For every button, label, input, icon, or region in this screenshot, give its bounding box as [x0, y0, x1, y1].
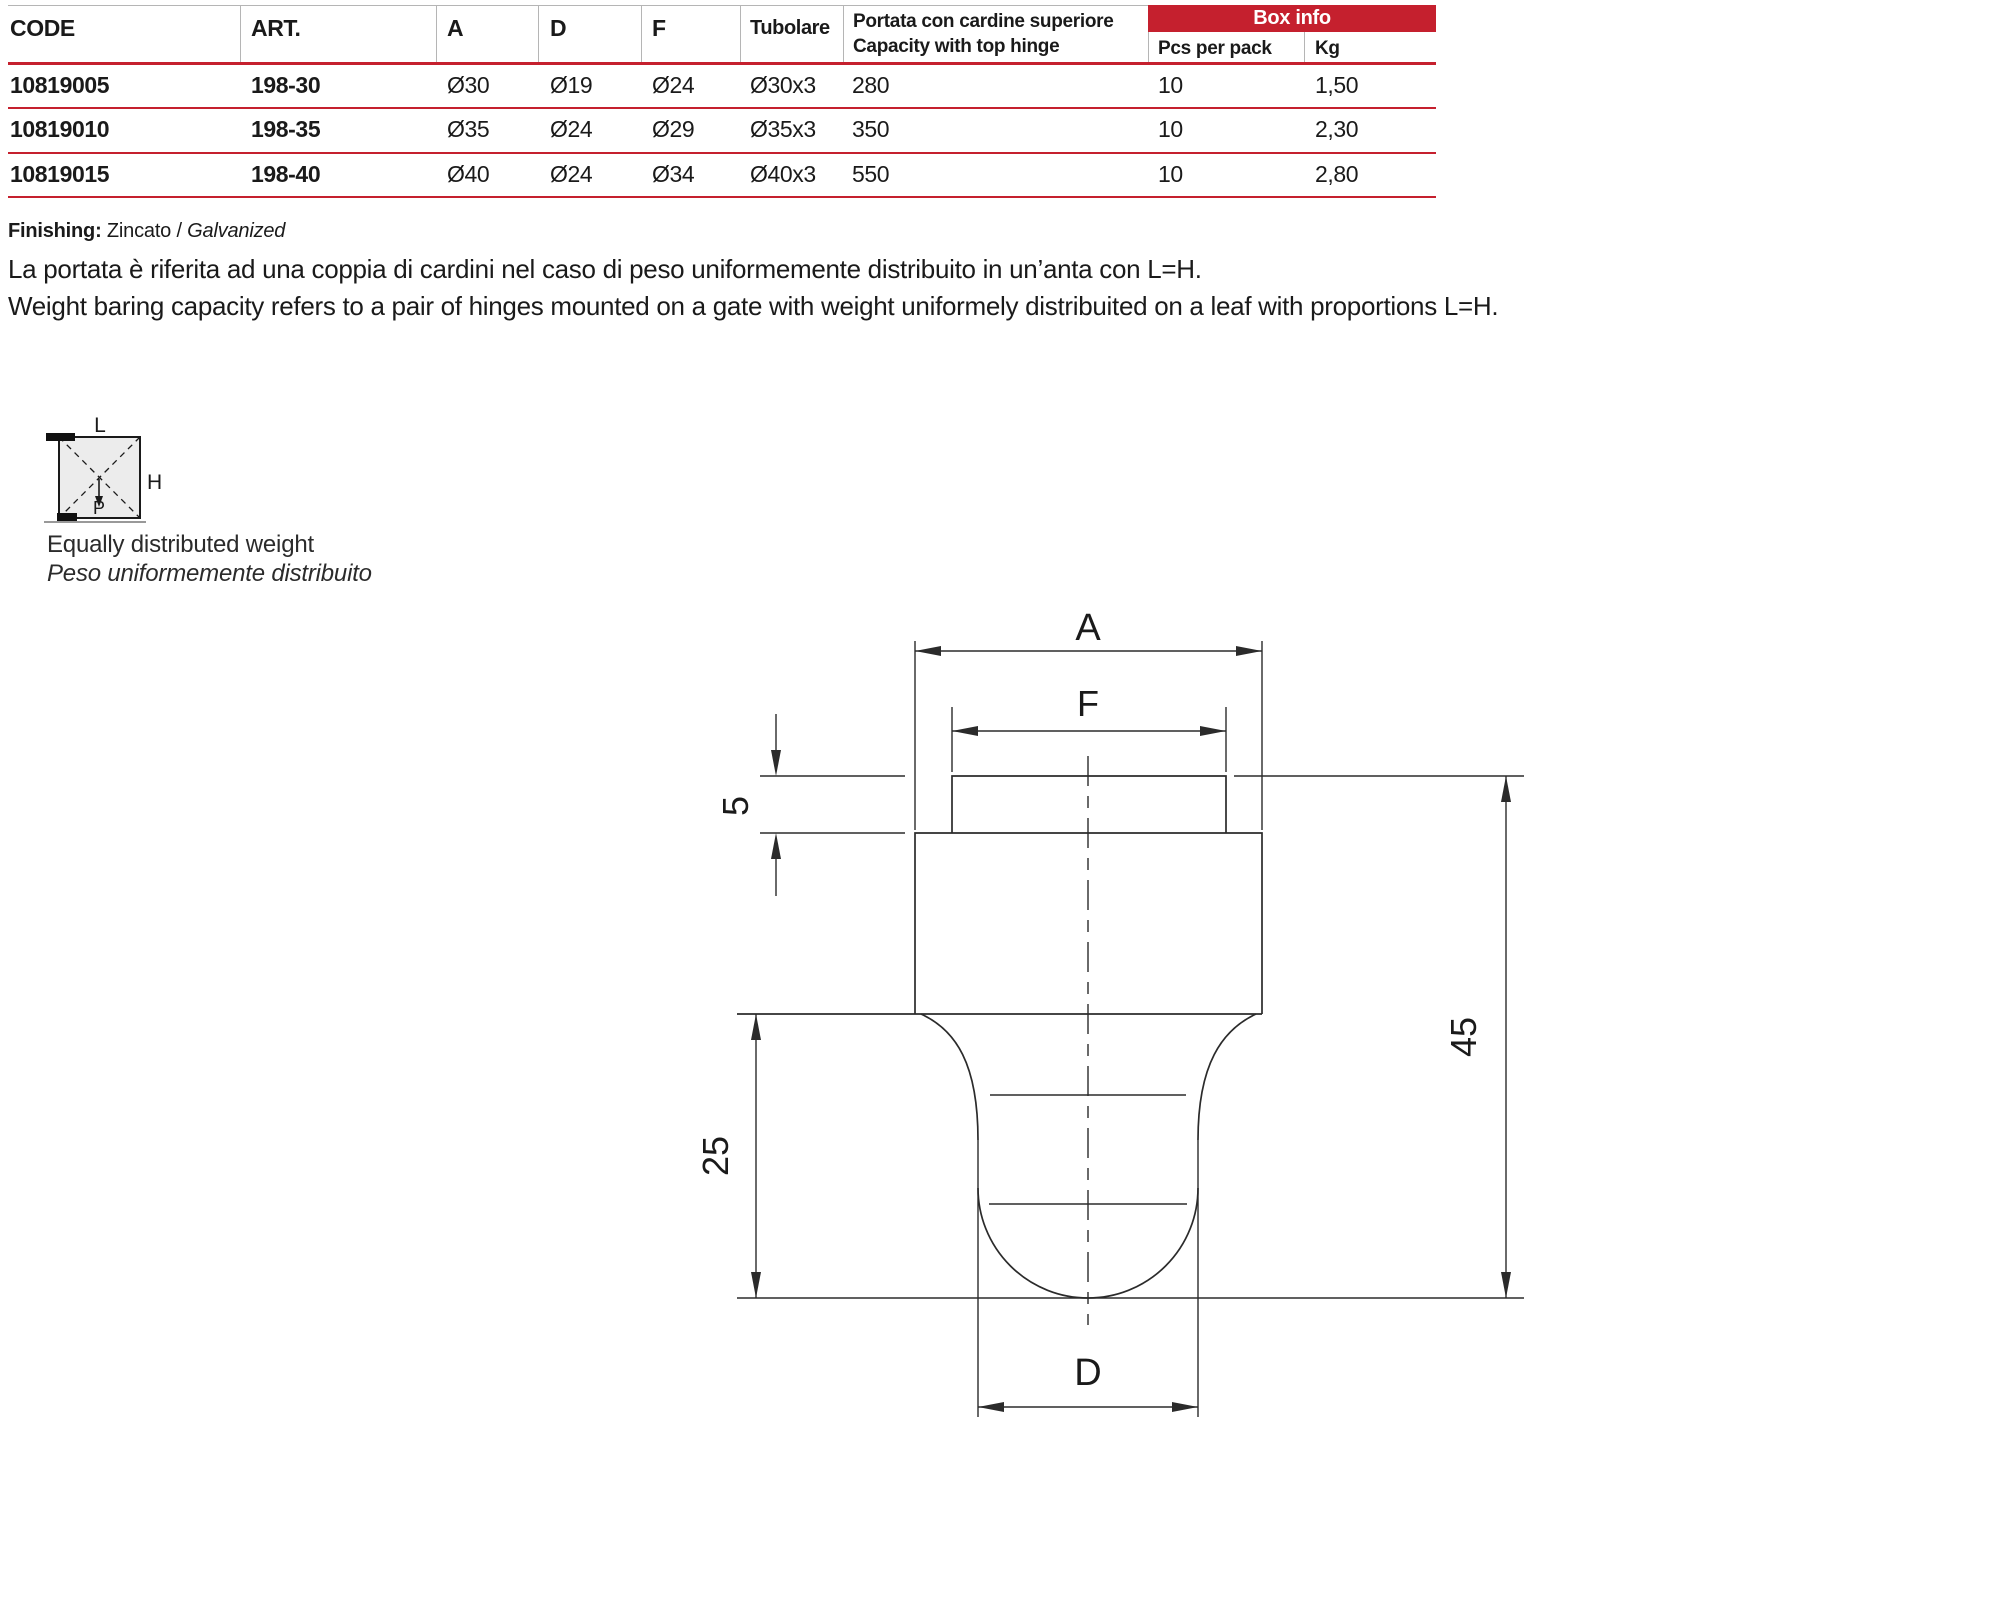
column-divider [641, 5, 642, 63]
dimension-5 [715, 714, 905, 896]
cell-pcs: 10 [1158, 161, 1183, 187]
arrowhead [771, 750, 781, 776]
arrowhead [1200, 726, 1226, 736]
cell-capacity: 280 [852, 72, 890, 98]
cell-pcs: 10 [1158, 116, 1183, 142]
weight-diagram [40, 415, 270, 535]
cell-capacity: 550 [852, 161, 890, 187]
cell-tubolare: Ø35x3 [750, 116, 816, 142]
cell-f: Ø24 [652, 72, 695, 98]
header-code: CODE [10, 15, 75, 41]
cell-f: Ø34 [652, 161, 695, 187]
cell-kg: 2,80 [1315, 161, 1359, 187]
header-art: ART. [251, 15, 301, 41]
dim-label-25: 25 [695, 1135, 736, 1177]
cell-tubolare: Ø30x3 [750, 72, 816, 98]
arrowhead [771, 833, 781, 859]
cell-d: Ø19 [550, 72, 593, 98]
cell-kg: 2,30 [1315, 116, 1359, 142]
cap-outline [952, 776, 1226, 833]
finishing-label: Finishing: [8, 220, 102, 242]
arrowhead [915, 646, 941, 656]
cell-code: 10819015 [10, 161, 110, 187]
cell-capacity: 350 [852, 116, 890, 142]
cell-d: Ø24 [550, 161, 593, 187]
cell-pcs: 10 [1158, 72, 1183, 98]
label-h: H [147, 471, 163, 494]
column-divider [1304, 32, 1305, 63]
column-divider [843, 5, 844, 63]
cell-code: 10819005 [10, 72, 110, 98]
cell-d: Ø24 [550, 116, 593, 142]
header-a: A [447, 15, 464, 41]
cell-a: Ø35 [447, 116, 490, 142]
finishing-value: Zincato / [106, 220, 182, 242]
dimension-25 [695, 1014, 761, 1298]
bottom-hinge-mark [57, 513, 77, 521]
dim-label-5: 5 [715, 795, 756, 817]
cell-tubolare: Ø40x3 [750, 161, 816, 187]
header-pcs: Pcs per pack [1158, 38, 1272, 59]
note-english: Weight baring capacity refers to a pair of hinges mounted on a gate with weight uniformely distribuited on a leaf with proportions L=H. [8, 291, 1499, 321]
cell-kg: 1,50 [1315, 72, 1359, 98]
column-divider [240, 5, 241, 63]
arrowhead [978, 1402, 1004, 1412]
spec-table [8, 5, 1436, 197]
table-row [8, 107, 1436, 151]
label-l: L [94, 415, 106, 437]
right-fillet [1198, 1014, 1256, 1140]
hinge-outline [737, 776, 1262, 1417]
box-info-header: Box info [1148, 5, 1436, 32]
cell-a: Ø30 [447, 72, 490, 98]
header-kg: Kg [1315, 38, 1340, 59]
dim-label-45: 45 [1443, 1016, 1484, 1058]
arrowhead [1501, 776, 1511, 802]
cell-art: 198-35 [251, 116, 321, 142]
arrowhead [751, 1272, 761, 1298]
table-rule [8, 196, 1436, 198]
left-fillet [921, 1014, 978, 1140]
finishing-line [8, 220, 285, 243]
arrowhead [952, 726, 978, 736]
table-top-border [8, 5, 1148, 6]
cell-code: 10819010 [10, 116, 110, 142]
weight-caption-en: Equally distributed weight [47, 531, 314, 558]
dimension-45 [1234, 776, 1524, 1298]
arrowhead [1236, 646, 1262, 656]
arrowhead [1501, 1272, 1511, 1298]
header-portata-en: Capacity with top hinge [853, 36, 1060, 57]
cell-a: Ø40 [447, 161, 490, 187]
top-hinge-mark [46, 433, 75, 441]
table-row [8, 152, 1436, 196]
column-divider [538, 5, 539, 63]
dimension-d [978, 1352, 1198, 1412]
column-divider [740, 5, 741, 63]
finishing-value-en: Galvanized [187, 220, 286, 242]
header-tubolare: Tubolare [750, 17, 830, 39]
hinge-technical-drawing [600, 560, 1580, 1460]
label-p: P [93, 498, 106, 518]
column-divider [1148, 32, 1149, 63]
dim-label-d: D [1074, 1352, 1102, 1394]
header-portata-it: Portata con cardine superiore [853, 11, 1114, 32]
table-row [8, 63, 1436, 107]
cell-art: 198-30 [251, 72, 321, 98]
header-d: D [550, 15, 567, 41]
note-italian: La portata è riferita ad una coppia di cardini nel caso di peso uniformemente distribuito in un’anta con L=H. [8, 254, 1202, 284]
arrowhead [751, 1014, 761, 1040]
weight-caption-it: Peso uniformemente distribuito [47, 560, 372, 587]
cell-art: 198-40 [251, 161, 321, 187]
cell-f: Ø29 [652, 116, 695, 142]
dim-label-a: A [1075, 607, 1101, 649]
arrowhead [1172, 1402, 1198, 1412]
dim-label-f: F [1077, 683, 1099, 724]
column-divider [436, 5, 437, 63]
header-f: F [652, 15, 666, 41]
dimension-f [952, 683, 1226, 772]
